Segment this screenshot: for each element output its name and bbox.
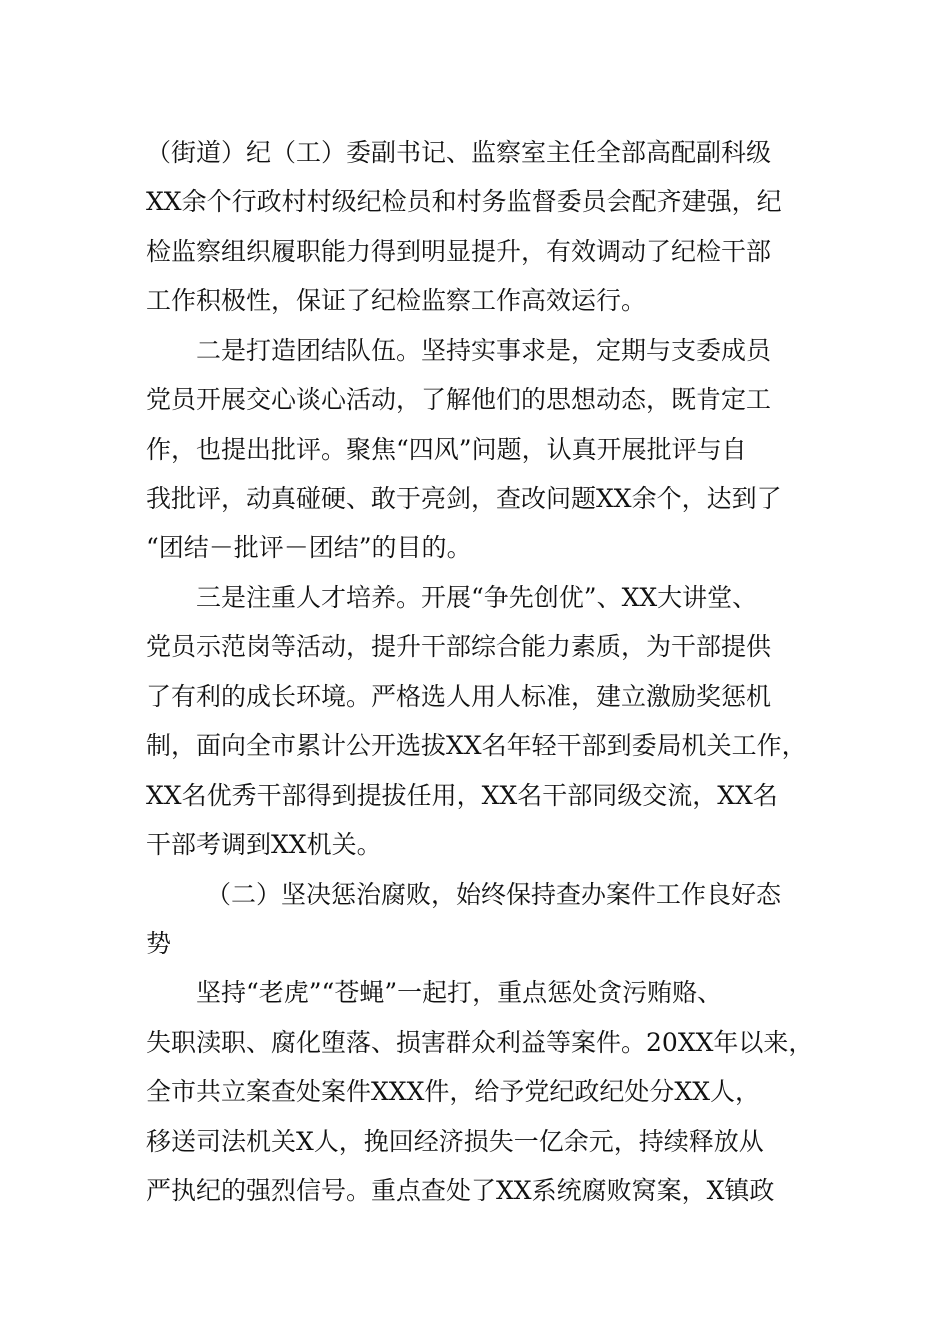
text-line: “团结－批评－团结”的目的。 <box>146 533 472 562</box>
text-line: XX余个行政村村级纪检员和村务监督委员会配齐建强，纪 <box>146 187 782 216</box>
paragraph-heading: 三是注重人才培养。开展“争先创优”、XX大讲堂、 <box>196 583 758 612</box>
text-line: 制，面向全市累计公开选拔XX名年轻干部到委局机关工作， <box>146 731 807 760</box>
text-line: 干部考调到XX机关。 <box>146 830 382 859</box>
text-line: 我批评，动真碰硬、敢于亮剑，查改问题XX余个，达到了 <box>146 484 782 513</box>
text-line: 了有利的成长环境。严格选人用人标准，建立激励奖惩机 <box>146 682 772 711</box>
text-line: 工作积极性，保证了纪检监察工作高效运行。 <box>146 286 647 315</box>
text-line: 党员开展交心谈心活动，了解他们的思想动态，既肯定工 <box>146 385 772 414</box>
text-line: 失职渎职、腐化堕落、损害群众利益等案件。20XX年以来， <box>146 1028 814 1057</box>
paragraph-heading: 二是打造团结队伍。坚持实事求是，定期与支委成员 <box>196 336 772 365</box>
text-line: 全市共立案查处案件XXX件，给予党纪政纪处分XX人， <box>146 1077 760 1106</box>
text-line: 移送司法机关X人，挽回经济损失一亿余元，持续释放从 <box>146 1127 764 1156</box>
section-heading-continued: 势 <box>146 929 172 958</box>
text-line: 严执纪的强烈信号。重点查处了XX系统腐败窝案，X镇政 <box>146 1176 775 1205</box>
text-line: 坚持“老虎”“苍蝇”一起打，重点惩处贪污贿赂、 <box>196 978 723 1007</box>
text-line: 作，也提出批评。聚焦“四风”问题，认真开展批评与自 <box>146 435 747 464</box>
text-line: 检监察组织履职能力得到明显提升，有效调动了纪检干部 <box>146 237 772 266</box>
section-heading: （二）坚决惩治腐败，始终保持查办案件工作良好态 <box>206 880 782 909</box>
text-line: （街道）纪（工）委副书记、监察室主任全部高配副科级 <box>146 138 772 167</box>
text-line: 党员示范岗等活动，提升干部综合能力素质，为干部提供 <box>146 632 772 661</box>
text-line: XX名优秀干部得到提拔任用，XX名干部同级交流，XX名 <box>146 781 778 810</box>
